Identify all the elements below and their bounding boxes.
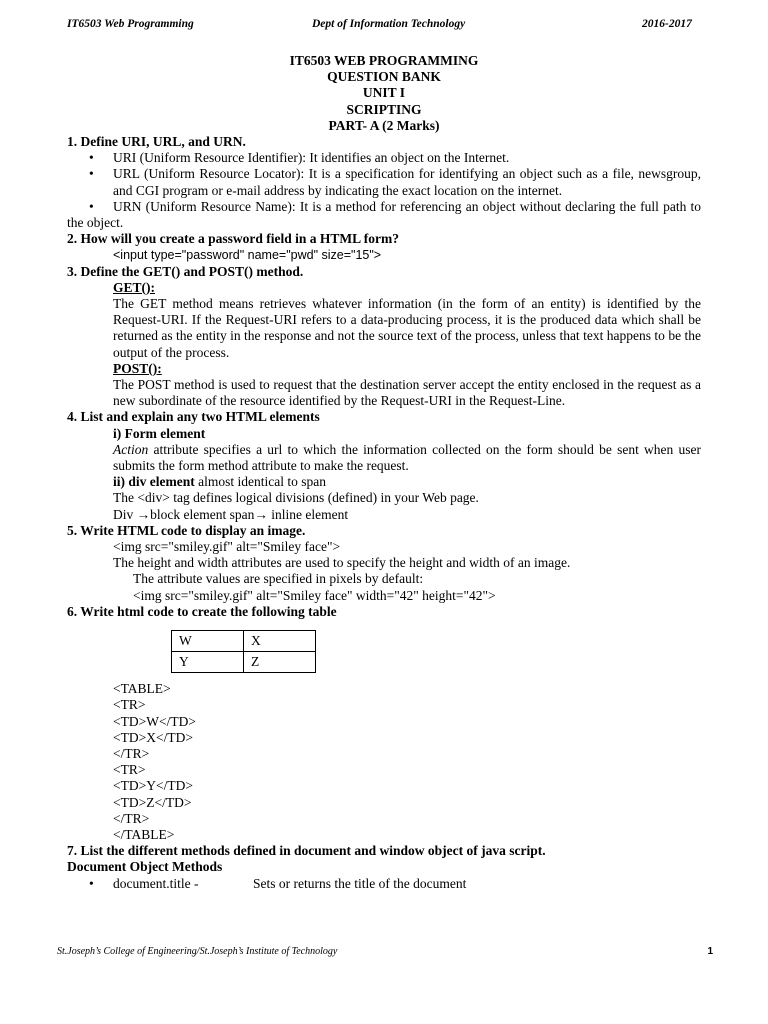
q4-div-head-rest: almost identical to span [194, 474, 326, 490]
q1-bullet-url [67, 166, 701, 198]
q6-code-block [67, 681, 701, 843]
header-dept: Dept of Information Technology [312, 18, 466, 30]
q1-bullet-uri [67, 150, 701, 166]
q3-number: 3 [67, 263, 74, 279]
q6-example-table [171, 630, 316, 673]
code-line: <TD>Z</TD> [113, 794, 192, 810]
table-cell: Y [172, 652, 244, 673]
bullet-icon: • [89, 150, 94, 166]
bullet-icon: • [89, 166, 94, 182]
q4-form-heading: i) Form element [113, 425, 206, 441]
question-5-title: 5. Write HTML code to display an image. [67, 522, 306, 538]
q7-method-name: document.title - [113, 875, 199, 891]
q4-form-text [67, 442, 701, 474]
bullet-icon: • [89, 198, 94, 214]
code-line: <TD>Y</TD> [113, 778, 193, 794]
page-number: 1 [707, 946, 713, 957]
q5-line-2: The height and width attributes are used to specify the height and width of an image. [113, 555, 571, 571]
q4-div-heading [67, 474, 701, 490]
code-line: <TABLE> [113, 681, 171, 697]
page-footer [57, 946, 717, 960]
q4-div-text: The <div> tag defines logical divisions (defined) in your Web page. [113, 490, 479, 506]
code-line: <TD>X</TD> [113, 729, 193, 745]
q7-method-row [67, 876, 701, 892]
q4-form-desc: attribute specifies a url to which the information collected on the form should be sent when user submits the form method attribute to make the request. [113, 441, 701, 474]
q5-line-3: The attribute values are specified in pixels by default: [133, 571, 424, 587]
table-cell: W [172, 631, 244, 652]
question-2-title: 2. How will you create a password field in a HTML form? [67, 231, 399, 247]
question-7-title: 7. List the different methods defined in document and window object of java script. [67, 843, 546, 859]
q4-div-head-bold: ii) div element [113, 474, 195, 490]
q5-line-4: <img src="smiley.gif" alt="Smiley face" width="42" height="42"> [133, 587, 496, 603]
q3-get-heading: GET(): [113, 279, 155, 295]
title-unit: UNIT I [362, 85, 406, 101]
title-question-bank: QUESTION BANK [327, 69, 441, 85]
question-1-title: 1. Define URI, URL, and URN. [67, 134, 246, 149]
document-body [67, 134, 701, 892]
code-line: </TR> [113, 810, 150, 826]
q2-code: <input type="password" name="pwd" size="15"> [113, 248, 382, 263]
table-row [172, 652, 316, 673]
q4-div-line: Div →block element span→ inline element [113, 506, 349, 522]
q4-action-word: Action [113, 441, 149, 457]
bullet-icon: • [89, 875, 94, 891]
table-row [172, 631, 316, 652]
q7-method-desc: Sets or returns the title of the document [253, 875, 467, 891]
header-course: IT6503 Web Programming [67, 18, 194, 30]
title-part: PART- A (2 Marks) [328, 117, 440, 133]
question-6-title: 6. Write html code to create the following table [67, 603, 337, 619]
header-year: 2016-2017 [642, 18, 692, 30]
document-titles [0, 53, 768, 134]
code-line: </TABLE> [113, 826, 175, 842]
q7-subheading: Document Object Methods [67, 859, 223, 875]
q1-url-text: URL (Uniform Resource Locator): It is a specification for identifying an object such as a file, newsgroup, and CGI program or e-mail address by indicating the exact location on the internet. [113, 166, 701, 198]
code-line: </TR> [113, 745, 150, 761]
q3-post-heading: POST(): [113, 360, 162, 376]
q3-post-text: The POST method is used to request that the destination server accept the entity enclosed in the request as a new subordinate of the resource identified by the Request-URI in the Request-Line. [113, 377, 701, 409]
q3-get-text: The GET method means retrieves whatever information (in the form of an entity) is identified by the Request-URI. If the Request-URI refers to a data-producing process, it is the produced data which shall be returned as the entity in the response and not the source text of the process, unless that text happens to be the output of the process. [113, 296, 701, 360]
code-line: <TR> [113, 697, 146, 713]
footer-text: St.Joseph’s College of Engineering/St.Joseph’s Institute of Technology [57, 946, 338, 957]
q3-title-text: . Define the GET() and POST() method. [73, 263, 304, 279]
q1-bullet-urn [67, 199, 701, 231]
q1-uri-text: URI (Uniform Resource Identifier): It identifies an object on the Internet. [113, 150, 510, 166]
title-topic: SCRIPTING [346, 101, 422, 117]
title-course: IT6503 WEB PROGRAMMING [289, 53, 479, 68]
table-cell: Z [244, 652, 316, 673]
code-line: <TD>W</TD> [113, 713, 196, 729]
q5-line-1: <img src="smiley.gif" alt="Smiley face"> [113, 539, 341, 555]
question-3-title [67, 264, 701, 280]
table-cell: X [244, 631, 316, 652]
code-line: <TR> [113, 762, 146, 778]
question-4-title: 4. List and explain any two HTML elements [67, 409, 320, 425]
q1-urn-text: URN (Uniform Resource Name): It is a method for referencing an object without declaring the full path to the object. [67, 198, 701, 231]
page-header [0, 18, 768, 34]
